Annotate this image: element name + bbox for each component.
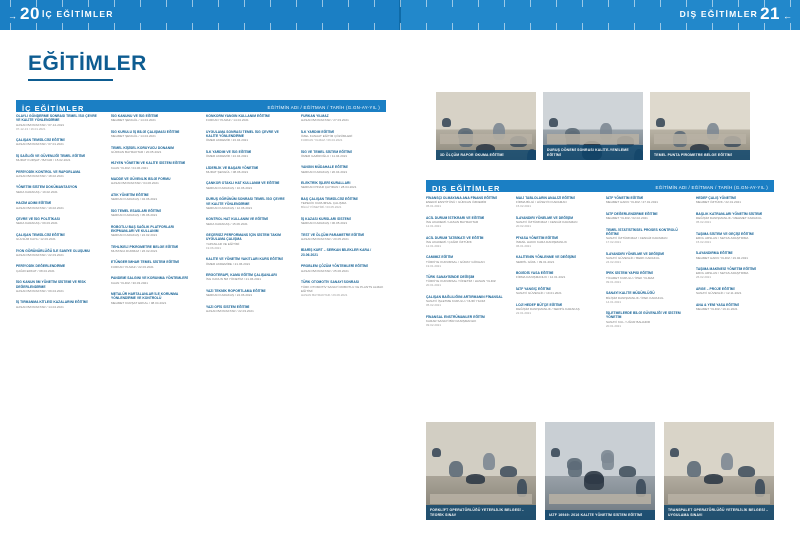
training-entry <box>111 225 195 238</box>
training-trainer: EROL ARSLAN / SETAS ARAŞTIRMA <box>696 235 749 240</box>
training-entry <box>206 289 290 297</box>
training-trainer: FURKAN YILMAZ / 22.03.2021 <box>111 264 154 269</box>
training-trainer: FİRMA BİLGİ / HÜSEYİN KARAMAN <box>516 200 567 205</box>
training-trainer: TİCARET KURULU / İPEK YILMAZ <box>606 275 655 280</box>
training-title: PİYASA YÖNETİM EĞİTİMİ <box>516 235 559 240</box>
training-date: 07-12-13 / 16.01.2021 <box>16 126 46 131</box>
training-title: YANGIN MÜDAHALE EĞİTİMİ <box>301 165 348 170</box>
training-title: TAŞIMA SİSTEM VE GEÇİŞİ EĞİTİMİ <box>696 231 754 236</box>
training-trainer: İSG KANUN 5M YÖNETİM / 21.06.2021 <box>206 277 262 282</box>
training-entry <box>16 114 100 131</box>
training-date: 14.01.2021 <box>606 299 622 304</box>
training-title: PANDEMİ SALGINI VE KORUNMA YÖNTEMLERİ <box>111 276 188 281</box>
training-title: OLAYLI GÖNDERME SONRASI TEMEL İSG ÇEVRE VE KALİTE YÖNLENDİRME <box>16 114 97 123</box>
training-title: KALİTE VE YÖNETİM YAKITLARI KURS EĞİTİMİ <box>206 257 283 262</box>
training-entry <box>301 217 385 225</box>
training-entry <box>301 150 385 158</box>
training-date: 20.01.2021 <box>606 323 622 328</box>
section-key-external: EĞİTİMİN ADI / EĞİTMAN / TARİH (G.GN-AY-YIL ) <box>655 184 768 190</box>
training-entry <box>606 271 685 283</box>
training-entry <box>516 303 595 315</box>
training-trainer: SANAYİ ÖZTÜRKMAZ / CENGİZ KARAMAN <box>606 236 668 241</box>
training-trainer: HASAN BAYRAKTAR / 18.02.2021 <box>16 173 64 178</box>
training-trainer: SERKAN PINAR ÇAYIRAN / 28.04.2021 <box>301 185 357 190</box>
training-trainer: HASAN BAYRAKTAR / 04.06.2021 <box>111 181 159 186</box>
training-title: YAZI TEKNİK ROPORTLAMA EĞİTİMİ <box>206 288 266 293</box>
training-trainer: SERKAN KARAKAŞ / 20.04.2021 <box>301 169 348 174</box>
training-entry <box>206 166 290 174</box>
training-entry <box>16 264 100 272</box>
training-title: BAŞ ÇALIŞAN TEMSİLCİSİ EĞİTİMİ <box>301 196 358 201</box>
training-title: ROBOTLU BAŞ SAĞLIK PLATFORLARI EKİPMANLARI VE KULLANIM <box>111 224 174 233</box>
training-title: ÇALIŞAN TEMSİLCİSİ EĞİTİMİ <box>16 232 65 237</box>
training-entry <box>301 248 385 257</box>
training-title: SANAYİ KALİTE MÜDÜRLÜĞÜ <box>606 291 655 296</box>
training-title: TEMEL KİŞİSEL KORUYUCU DONANIM <box>111 145 174 150</box>
training-entry <box>606 311 685 328</box>
training-entry <box>206 233 290 250</box>
training-trainer: SERKAN KARAKAŞ / 04.06.2021 <box>111 197 158 202</box>
training-title: LOJİ HEDEF BÜTÇE EĞİTİMİ <box>516 302 563 307</box>
training-entry <box>301 264 385 272</box>
training-trainer: SERPİL GÜRL / 09.01.2021 <box>516 259 555 264</box>
training-entry <box>206 273 290 281</box>
right-page-number: 21 <box>760 4 780 23</box>
training-entry <box>111 260 195 268</box>
training-trainer: SANAYİ KUL / UĞUR BAHADIR <box>606 319 651 324</box>
section-key-internal: EĞİTİMİN ADI / EĞİTMAN / TARİH (G.GN-AY-YIL ) <box>267 104 380 110</box>
training-title: ÇALIŞAN TEMSİLCİSİ EĞİTİMİ <box>16 138 65 143</box>
training-entry <box>16 170 100 178</box>
training-entry <box>696 287 775 295</box>
photo-top-3 <box>650 92 750 160</box>
training-title: TEMEL İSTATİSTİKSEL PROSES KONTROLÜ EĞİTİMİ <box>606 227 678 236</box>
training-trainer: BİLİŞİM DANIŞMANLIK / İPEK KARAKUL <box>606 295 664 300</box>
training-date: 26.02.2021 <box>696 275 712 280</box>
training-trainer: SERKAN KARAKAŞ / 24.06.2021 <box>206 293 253 298</box>
left-arrow-icon: → <box>8 11 17 21</box>
training-entry <box>16 138 100 146</box>
training-entry <box>301 165 385 173</box>
section-header-external <box>426 180 774 192</box>
training-entry <box>111 209 195 217</box>
training-title: ETÜNGER İMHAR TEMEL SİSTEM EĞİTİMİ <box>111 260 179 265</box>
training-entry <box>16 280 100 293</box>
training-title: TAŞIMA MAKİNESİ YÖNETİM EĞİTİMİ <box>696 267 756 272</box>
training-column <box>206 114 290 320</box>
training-trainer: HASAN BAYRAKTAR / 27.03.2021 <box>301 118 349 123</box>
training-title: HİJYEN YÖNETİM VE KALİTE SİSTEM EĞİTİMİ <box>111 161 186 166</box>
training-entry <box>696 212 775 224</box>
training-entry <box>111 130 195 138</box>
training-trainer: İSMAİL HAKKI KARA DANIŞMANLIK <box>516 239 568 244</box>
section-header-internal <box>16 100 386 112</box>
training-trainer: İSG AKADEMİ / HASAN BAYRAKTAR <box>426 220 479 225</box>
training-entry <box>111 114 195 122</box>
training-entry <box>696 232 775 244</box>
training-title: İLK YARDIM EĞİTİMİ <box>301 129 334 134</box>
training-trainer: MURAT ŞENGÜL / 08.06.2021 <box>206 169 249 174</box>
section-name-internal: İÇ EĞİTİMLER <box>22 104 85 113</box>
training-date: 19.01.2021 <box>426 263 442 268</box>
training-entry <box>606 291 685 303</box>
training-entry <box>206 114 290 122</box>
training-title: ATIK YÖNETİM EĞİTİMİ <box>111 192 149 197</box>
photo-caption: FORKLİFT OPERATÖRLÜĞÜ YETERLİLİK BELGESİ – TEORİK SINAV <box>426 505 536 520</box>
training-trainer: HASAN BAYRAKTAR / 07.01.2021 <box>16 142 64 147</box>
training-trainer: GÜLSÜM KAYA / 12.03.2021 <box>16 237 56 242</box>
training-title: PERİYODİK KONTROL VE RAPORLAMA <box>16 169 81 174</box>
training-entry <box>606 228 685 245</box>
photo-top-1 <box>436 92 536 160</box>
left-page-number: 20 <box>20 4 40 23</box>
training-trainer: SANAYİ GÜVENLİK / 19.01.2021 <box>516 291 562 296</box>
training-trainer: SERKAN KARAKAŞ / 05.06.2021 <box>111 213 158 218</box>
training-title: PERİYODİK DEĞERLENDİRME <box>16 264 66 269</box>
training-title: GEÇERSİZ PERFORMANS İÇİN SİSTEM TAKIM UYGULAMA ÇALIŞMA <box>206 233 281 242</box>
training-trainer: SEDA KARAKAŞ / 19.02.2021 <box>16 189 58 194</box>
training-trainer: MEHMET HAKKI YILDIZ / 19.02.2021 <box>696 255 749 260</box>
training-column <box>516 196 595 323</box>
photo-bottom-3 <box>664 422 774 520</box>
training-trainer: SERKAN KARAKAŞ / 06.05.2021 <box>301 221 348 226</box>
training-entry <box>696 196 775 204</box>
training-trainer: TÜRK OTOMOTİV SANAYİ ROBOTLU VE PLANTS ALMAK EĞİTİMİ <box>301 284 384 293</box>
training-entry <box>696 303 775 311</box>
training-trainer: MEHMET YILDIZ / 02.02.2021 <box>606 216 648 221</box>
training-entry <box>301 130 385 142</box>
training-title: İŞLETMELERDE BİLGİ GÜVENLİĞİ VE SİSTEM YÖNETİM <box>606 311 681 320</box>
photo-bottom-2 <box>545 422 655 520</box>
training-entry <box>606 196 685 204</box>
training-title: İATF YANGİÇ EĞİTİMİ <box>516 286 551 291</box>
training-trainer: SANAYİ GÜVENLİK / 12.11.2021 <box>696 291 742 296</box>
training-title: KALİTENİN YÖNLENME VE DEĞİŞİMİ <box>516 255 576 260</box>
training-trainer: ÖZEL KANAAT EĞİTİM ÇÖZÜMLERİ <box>301 134 353 139</box>
training-title: MALİ TABLOLARIN ANALİZİ EĞİTİMİ <box>516 196 575 200</box>
training-trainer: KARAR SANAYİ BİR DANIŞMANLIK <box>426 319 477 324</box>
training-entry <box>516 216 595 228</box>
training-entry <box>696 251 775 259</box>
training-title: BOXİDİS YASA EĞİTİMİ <box>516 271 554 276</box>
training-entry <box>516 196 595 208</box>
training-trainer: SERKAN KARAKAŞ / 10.06.2021 <box>206 185 253 190</box>
training-trainer: SEDA KARAKAŞ / 09.03.2021 <box>16 221 58 226</box>
page-title: EĞİTİMLER <box>28 52 147 75</box>
training-trainer: HASAN BAYRAKTAR / 07-12-2021 <box>16 122 65 127</box>
training-date: 05.02.2021 <box>426 303 442 308</box>
training-title: CAMIMIZ EĞİTİM <box>426 255 454 260</box>
training-entry <box>696 267 775 279</box>
training-title: İYON GÖRÜNÜRLÜĞÜ İLE SANİYE OLUŞUMU <box>16 248 90 253</box>
training-date: 05.02.2021 <box>696 220 712 225</box>
training-title: ÇANKOR OTAKLI HAT KULLANIM VE EĞİTİMİ <box>206 181 280 186</box>
training-title: İATF DEĞERLENDİRME EĞİTİMİ <box>606 211 658 216</box>
training-title: İŞ SAĞLIĞI VE GÜVENLİĞİ TEMEL EĞİTİMİ <box>16 153 86 158</box>
training-trainer: MEHMET ÖZTÜRK / 22.01.2021 <box>696 200 741 205</box>
photo-caption: IATF 16949: 2016 KALİTE YÖNETİM SİSTEM EĞİTİMİ <box>545 510 655 520</box>
training-date: 20.02.2021 <box>516 224 532 229</box>
training-trainer: MUSTAFA DURMAZ / 26.02.2021 <box>111 248 158 253</box>
training-title: TÜRK OTOMOTİV SANAYİ SONRASI <box>301 280 360 285</box>
training-trainer: MEHMET ŞENGÜL / 14.04.2021 <box>111 118 156 123</box>
training-title: FİNANSÇI OLMAYANA ANA FİNANS EĞİTİMİ <box>426 196 497 200</box>
training-trainer: MURAT KURŞAT / BAYAR / 15.02.2021 <box>16 158 71 163</box>
training-entry <box>426 315 505 327</box>
training-trainer: HASAN BAYRAKTAR / 20.05.2021 <box>301 236 349 241</box>
training-title: KONTROL HAT KULLANIM VE EĞİTİMİ <box>206 217 268 222</box>
training-trainer: TÜRKİYE KURUMSAL YÖNETİM / HASAN YILDIZ <box>426 279 496 284</box>
training-title: ÇEVRE VE İSG POLİTİKASI <box>16 217 60 222</box>
training-entry <box>16 185 100 193</box>
training-trainer: MEHMET HAKKI YILDIZ / 27.01.2021 <box>606 200 659 205</box>
training-trainer: FİRMA DANIŞMANLIK / 12.01.2021 <box>516 275 566 280</box>
training-trainer: ÖMER AKDEMİRE / 21.06.2021 <box>206 261 251 266</box>
training-title: İATF YÖNETİM EĞİTİMİ <box>606 196 644 200</box>
training-date: 12.01.2021 <box>426 243 442 248</box>
training-date: 17.02.2021 <box>606 240 622 245</box>
training-date: 22.01.2021 <box>516 311 532 316</box>
training-trainer: SANAYİ ÖZTÜRKMAZ / CENGİZ KARAMAN <box>516 220 578 225</box>
right-arrow-icon: ← <box>783 11 792 21</box>
training-trainer: MEHMET ŞENGÜL / 14.04.2021 <box>111 134 156 139</box>
training-entry <box>111 193 195 201</box>
training-trainer: TEPECİK KURUMSAL ÇALIŞMA <box>301 201 347 206</box>
training-entry <box>16 300 100 308</box>
training-entry <box>206 257 290 265</box>
training-entry <box>206 197 290 210</box>
training-trainer: İSG AKADEMİ / ÇAĞRI ÖZTÜRK <box>426 239 472 244</box>
right-page-label: DIŞ EĞİTİMLER <box>679 9 758 19</box>
training-entry <box>16 217 100 225</box>
training-trainer: HASAN BAYRAKTAR / 22.03.2021 <box>16 252 64 257</box>
training-trainer: HASAN BAYRAKTAR / 19.02.2021 <box>16 205 64 210</box>
photo-caption: 3D ÖLÇÜM RAPOR OKUMA EĞİTİMİ <box>436 150 536 160</box>
training-title: ANA & YENİ YASA EĞİTİMİ <box>696 302 739 307</box>
photo-caption: TEMEL PUNTA PİROMETRE BELGE EĞİTİMİ <box>650 150 750 160</box>
training-entry <box>426 216 505 228</box>
training-title: KONKORM YANGIN KULLANIM EĞİTİMİ <box>206 114 270 118</box>
training-title: İŞ TIRMANMA KİTLESİ KAZALARINI EĞİTİMİ <box>16 300 88 305</box>
training-title: İPEK SİSTEM YAPISI EĞİTİMİ <box>606 271 653 276</box>
photo-bottom-1 <box>426 422 536 520</box>
training-title: ACİL DURUM İSTİKRARI VE EĞİTİMİ <box>426 215 485 220</box>
training-entry <box>301 197 385 209</box>
training-trainer: MEHMET YILDIZ / 19.11.2021 <box>696 307 738 312</box>
training-trainer: HASAN BAYRAKTAR / 09.04.2021 <box>16 288 64 293</box>
training-trainer: EROL ARSLAN / SETAS ARAŞTIRMA <box>696 271 749 276</box>
training-entry <box>206 305 290 313</box>
training-trainer: GÜRKAN BAYRAKTAR / 20.05.2021 <box>111 149 162 154</box>
training-title: İLK YARDIM VE İSG EĞİTİMİ <box>206 149 252 154</box>
training-entry <box>16 233 100 241</box>
training-entry <box>111 177 195 185</box>
training-title: ELEKTRİK İŞLERİ KURALLARI <box>301 181 351 186</box>
top-bar <box>0 0 800 30</box>
training-trainer: SERKAN KARAKAŞ / 24.02.2021 <box>111 233 158 238</box>
training-title: ARGE – PROJE EĞİTİMİ <box>696 286 735 291</box>
training-title: İŞ KAZASI KURSLARI SİSTEMİ <box>301 216 351 221</box>
training-date: 09.02.2021 <box>426 323 442 328</box>
training-entry <box>516 255 595 263</box>
training-title: BAŞLIK KATRANLARI YÖNETİM SİSTEMİ <box>696 211 763 216</box>
training-entry <box>111 292 195 305</box>
external-training-list <box>426 196 774 414</box>
training-entry <box>426 275 505 287</box>
training-title: LİDERLİK VE BAŞARI YÖNETİMİ <box>206 165 259 170</box>
training-entry <box>301 280 385 296</box>
training-trainer: DEĞİŞİM DANIŞMANLIK / MEHMET KARAKUL <box>696 216 762 221</box>
training-trainer: FURKAN YILMAZ / 14.04.2021 <box>206 118 249 123</box>
training-title: ACİL DURUM TATBİKATI VE EĞİTİM <box>426 235 484 240</box>
training-title: PROBLEM ÇÖZÜM YÖNTEMLERİ EĞİTİMİ <box>301 264 368 269</box>
training-trainer: YAPANLAR VE EĞİTİMİ <box>206 241 240 246</box>
training-date: 15.02.2021 <box>516 204 532 209</box>
training-column <box>606 196 685 335</box>
training-title: HEDEF ÇALIŞ YÖNETİMİ <box>696 196 736 200</box>
training-entry <box>111 161 195 169</box>
training-date: 06.01.2021 <box>516 243 532 248</box>
training-entry <box>111 245 195 253</box>
training-date: HASAN BAYRAKTAR / 29.06.2021 <box>301 292 348 297</box>
training-trainer: KAAN YILDIZ / 30.03.2021 <box>111 280 148 285</box>
training-entry <box>426 255 505 267</box>
training-column <box>696 196 775 319</box>
training-title: İSG KANUN 5M YÖNETİM SİSTEMİ VE RİSK DEĞERLENDİRME <box>16 280 86 289</box>
training-title: ÇALIŞAN BAĞLILIĞINI ARTIRMANIN FİNANSAL <box>426 294 503 299</box>
training-title: İSG KURULU İŞ BİLGİ ÇALIŞMASI EĞİTİMİ <box>111 129 180 134</box>
training-trainer: MEHMET KURŞAT ERKAL / 08.04.2021 <box>111 300 167 305</box>
training-trainer: ÖMER AKDEMİR / 23.04.2021 <box>206 138 249 143</box>
training-entry <box>516 271 595 279</box>
training-title: İLAYANDIRMA EĞİTİMİ <box>696 251 733 256</box>
training-trainer: HASAN BAYRAKTAR / 25.06.2021 <box>301 268 349 273</box>
training-date: 20.01.2021 <box>426 283 442 288</box>
training-date: 24.02.2021 <box>606 259 622 264</box>
training-entry <box>16 201 100 209</box>
training-entry <box>206 130 290 143</box>
training-entry <box>606 212 685 220</box>
photo-caption: DURUŞ DÖNEMİ SONRASI KALİTE-YENİLEME EĞİTİMİ <box>543 145 643 160</box>
training-date: BİLGİ YÖNETİMİ / 03.05.2021 <box>301 205 342 210</box>
training-entry <box>301 114 385 122</box>
training-entry <box>301 233 385 241</box>
training-title: YAZI OFİS SİSTEM EĞİTİMİ <box>206 304 250 309</box>
training-title: FURKAN YILMAZ <box>301 114 329 118</box>
training-entry <box>16 249 100 257</box>
training-title: TEST VE ÖLÇÜM PARAMETRE EĞİTİMİ <box>301 232 365 237</box>
training-entry <box>516 287 595 295</box>
training-trainer: ÖMER GAZİROĞLU / 11.04.2021 <box>301 153 348 158</box>
training-title: İSG KANUNU VE İSG EĞİTİMİ <box>111 114 159 118</box>
training-trainer: SERKAN KARAKAŞ / 12.06.2021 <box>206 205 253 210</box>
training-entry <box>426 295 505 307</box>
training-trainer: KAAN YILDIZ / 04.06.2021 <box>111 165 148 170</box>
training-entry <box>111 146 195 154</box>
training-date: 05.01.2021 <box>426 204 442 209</box>
training-entry <box>111 276 195 284</box>
training-trainer: SEDA KARAKAŞ / 15.06.2021 <box>206 221 248 226</box>
training-date: 19.06.2021 <box>206 245 222 250</box>
training-trainer: DEĞİŞİM DANIŞMANLIK / SERPİL KARAKAŞ <box>516 307 580 312</box>
training-title: İLAYANDIRI YÖNELME VE DEĞİŞİMİ <box>606 251 664 256</box>
photo-caption: TRANSPALET OPERATÖRLÜĞÜ YETERLİLİK BELGESİ – UYGULAMA SINAVI <box>664 505 774 520</box>
training-title: HACİM ADIMI EĞİTİMİ <box>16 201 52 206</box>
training-column <box>426 196 505 335</box>
title-underline <box>28 79 113 81</box>
training-entry <box>516 236 595 248</box>
training-date: 09.01.2021 <box>606 279 622 284</box>
training-trainer: TÜRKİYE KURUMSAL / GÜRAY GÖKHAN <box>426 259 485 264</box>
training-entry <box>606 252 685 264</box>
training-title: DURUŞ GÖRÜNÜM SONRASI TEMEL İSG ÇEVRE VE KALİTE YÖNLENDİRME <box>206 197 285 206</box>
training-date: FURKAN YILMAZ / 06.04.2021 <box>301 138 343 143</box>
training-date: 12.01.2021 <box>426 224 442 229</box>
training-title: ERGOTERAPİ, KAMU EĞİTİM ÇALIŞANLARI <box>206 273 277 278</box>
training-column <box>301 114 385 304</box>
training-title: İSG TEMEL ESASLARI EĞİTİMİ <box>111 208 161 213</box>
left-page-label: İÇ EĞİTİMLER <box>42 9 114 19</box>
training-column <box>111 114 195 312</box>
training-title: TÜRK SANAYİSİNDE DEĞİŞİM <box>426 275 475 280</box>
training-title: İSG VE TEMEL SİSTEM EĞİTİMİ <box>301 149 352 154</box>
training-title: METALÜR HARTALANLAR İLE KORUNMA YÖNLENDİRME VE KONTROLÜ <box>111 292 179 301</box>
training-trainer: ÇAĞRI ERKAT / 08.04.2021 <box>16 268 55 273</box>
training-entry <box>426 196 505 208</box>
training-entry <box>301 181 385 189</box>
training-title: FİNANSAL ENSTRÜMANLER EĞİTİM <box>426 314 485 319</box>
right-page <box>400 30 800 540</box>
training-title: UYGULAMA SONRASI TEMEL İSG ÇEVRE VE KALİTE YÖNLENDİRME <box>206 129 279 139</box>
photo-top-2 <box>543 92 643 160</box>
training-entry <box>206 217 290 225</box>
training-trainer: SANAYİ İŞLETME KURULU / NURİ YILDIZ <box>426 299 486 304</box>
training-trainer: HASAN BAYRAKTAR / 14.04.2021 <box>16 304 64 309</box>
training-title: YÖNETİM SİSTEM DOKÜMANTASYON <box>16 185 78 190</box>
section-name-external: DIŞ EĞİTİMLER <box>432 184 501 193</box>
training-title: MADDE VE GÜVENLİK BİLGİ FORMU <box>111 177 171 182</box>
training-trainer: ÖMER AKDEMİR / 24.04.2021 <box>206 154 249 159</box>
training-trainer: ENERJİ ENSTİTÜSÜ / GÜRCAN ÖZDEMİR <box>426 200 487 205</box>
internal-training-list <box>16 114 386 524</box>
training-column <box>16 114 100 316</box>
training-entry <box>426 236 505 248</box>
training-trainer: SANAYİ GÜVENLİK / BERK KARAKUL <box>606 255 660 260</box>
training-entry <box>16 154 100 162</box>
training-entry <box>206 181 290 189</box>
training-title: İLAYANDIRI YÖNELME VE DEĞİŞİM <box>516 215 574 220</box>
left-page <box>0 30 400 540</box>
training-date: 15.02.2021 <box>696 239 712 244</box>
training-title: TEHLİKELİ PİKROMETRE BELGE EĞİTİMİ <box>111 244 179 249</box>
training-entry <box>206 150 290 158</box>
training-trainer: HASAN BAYRAKTAR / 22.03.2021 <box>206 308 254 313</box>
training-title: BİARİŞ KURT – SERKAN BİLEKLER KARA / 23.06.2021 <box>301 248 372 257</box>
